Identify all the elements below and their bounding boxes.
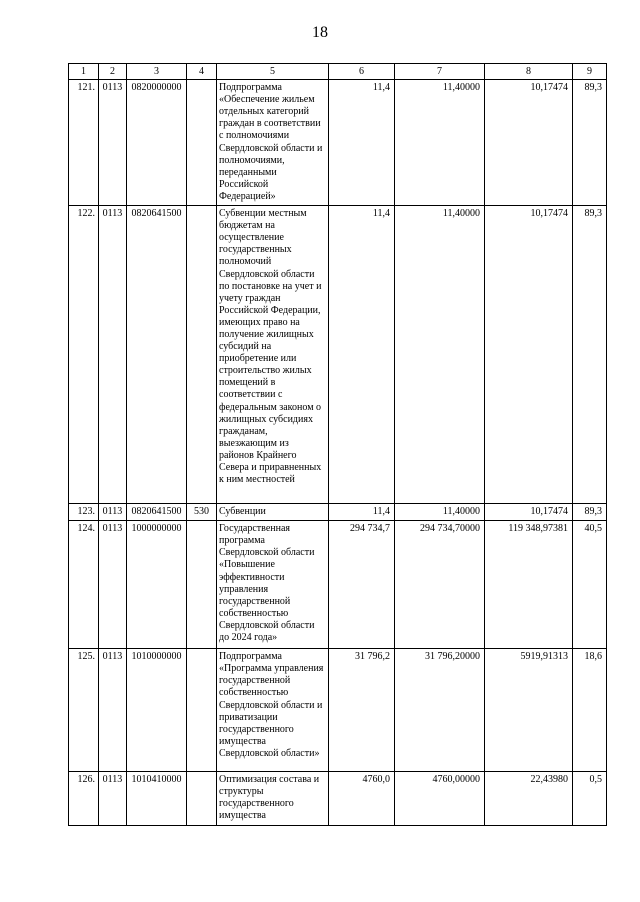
- target-code: 0820000000: [127, 80, 187, 206]
- target-code: 1010410000: [127, 772, 187, 826]
- execution-percent: 40,5: [573, 521, 607, 649]
- item-name: Субвенции местным бюджетам на осуществление государственных полномочий Свердловской области по постановке на учет и учету граждан Российской Федерации, имеющих право на получение жилищных субсидий на приобретение или строительство жилых помещений в соответствии с федеральным законом о жилищных субсидиях гражданам, выезжающим из районов Крайнего Севера и приравненных к ним местностей: [217, 206, 329, 504]
- row-number: 122.: [69, 206, 99, 504]
- section-code: 0113: [99, 772, 127, 826]
- approved-amount: 294 734,7: [329, 521, 395, 649]
- approved-amount: 4760,0: [329, 772, 395, 826]
- target-code: 0820641500: [127, 206, 187, 504]
- column-header: 6: [329, 64, 395, 80]
- column-header: 3: [127, 64, 187, 80]
- item-name: Государственная программа Свердловской области «Повышение эффективности управления государственной собственностью Свердловской области до 2024 года»: [217, 521, 329, 649]
- expense-type: [187, 772, 217, 826]
- item-name: Подпрограмма «Обеспечение жильем отдельных категорий граждан в соответствии с полномочиями Свердловской области и полномочиями, переданными Российской Федерацией»: [217, 80, 329, 206]
- table-row: [69, 504, 607, 521]
- item-name: Субвенции: [217, 504, 329, 521]
- expense-type: [187, 649, 217, 772]
- revised-amount: 11,40000: [395, 80, 485, 206]
- target-code: 0820641500: [127, 504, 187, 521]
- column-header: 2: [99, 64, 127, 80]
- row-number: 125.: [69, 649, 99, 772]
- column-header: 8: [485, 64, 573, 80]
- execution-percent: 89,3: [573, 504, 607, 521]
- executed-amount: 10,17474: [485, 206, 573, 504]
- expense-type: [187, 80, 217, 206]
- table-row: [69, 521, 607, 649]
- target-code: 1000000000: [127, 521, 187, 649]
- column-header: 5: [217, 64, 329, 80]
- execution-percent: 0,5: [573, 772, 607, 826]
- row-number: 124.: [69, 521, 99, 649]
- table-row: [69, 206, 607, 504]
- item-name: Подпрограмма «Программа управления государственной собственностью Свердловской области и приватизации государственного имущества Свердловской области»: [217, 649, 329, 772]
- execution-percent: 18,6: [573, 649, 607, 772]
- revised-amount: 11,40000: [395, 504, 485, 521]
- column-header: 4: [187, 64, 217, 80]
- revised-amount: 4760,00000: [395, 772, 485, 826]
- column-header: 9: [573, 64, 607, 80]
- target-code: 1010000000: [127, 649, 187, 772]
- section-code: 0113: [99, 80, 127, 206]
- column-header: 1: [69, 64, 99, 80]
- table-header-row: [69, 64, 607, 80]
- revised-amount: 294 734,70000: [395, 521, 485, 649]
- item-name: Оптимизация состава и структуры государственного имущества: [217, 772, 329, 826]
- page-number: 18: [312, 24, 328, 41]
- approved-amount: 11,4: [329, 80, 395, 206]
- executed-amount: 10,17474: [485, 504, 573, 521]
- table-row: [69, 772, 607, 826]
- expense-type: 530: [187, 504, 217, 521]
- expense-type: [187, 521, 217, 649]
- executed-amount: 22,43980: [485, 772, 573, 826]
- row-number: 121.: [69, 80, 99, 206]
- expense-type: [187, 206, 217, 504]
- executed-amount: 119 348,97381: [485, 521, 573, 649]
- approved-amount: 11,4: [329, 206, 395, 504]
- row-number: 123.: [69, 504, 99, 521]
- table-row: [69, 80, 607, 206]
- execution-percent: 89,3: [573, 80, 607, 206]
- table-row: [69, 649, 607, 772]
- section-code: 0113: [99, 521, 127, 649]
- budget-table: [68, 63, 607, 826]
- section-code: 0113: [99, 649, 127, 772]
- approved-amount: 11,4: [329, 504, 395, 521]
- column-header: 7: [395, 64, 485, 80]
- revised-amount: 31 796,20000: [395, 649, 485, 772]
- executed-amount: 5919,91313: [485, 649, 573, 772]
- section-code: 0113: [99, 504, 127, 521]
- executed-amount: 10,17474: [485, 80, 573, 206]
- revised-amount: 11,40000: [395, 206, 485, 504]
- approved-amount: 31 796,2: [329, 649, 395, 772]
- row-number: 126.: [69, 772, 99, 826]
- execution-percent: 89,3: [573, 206, 607, 504]
- section-code: 0113: [99, 206, 127, 504]
